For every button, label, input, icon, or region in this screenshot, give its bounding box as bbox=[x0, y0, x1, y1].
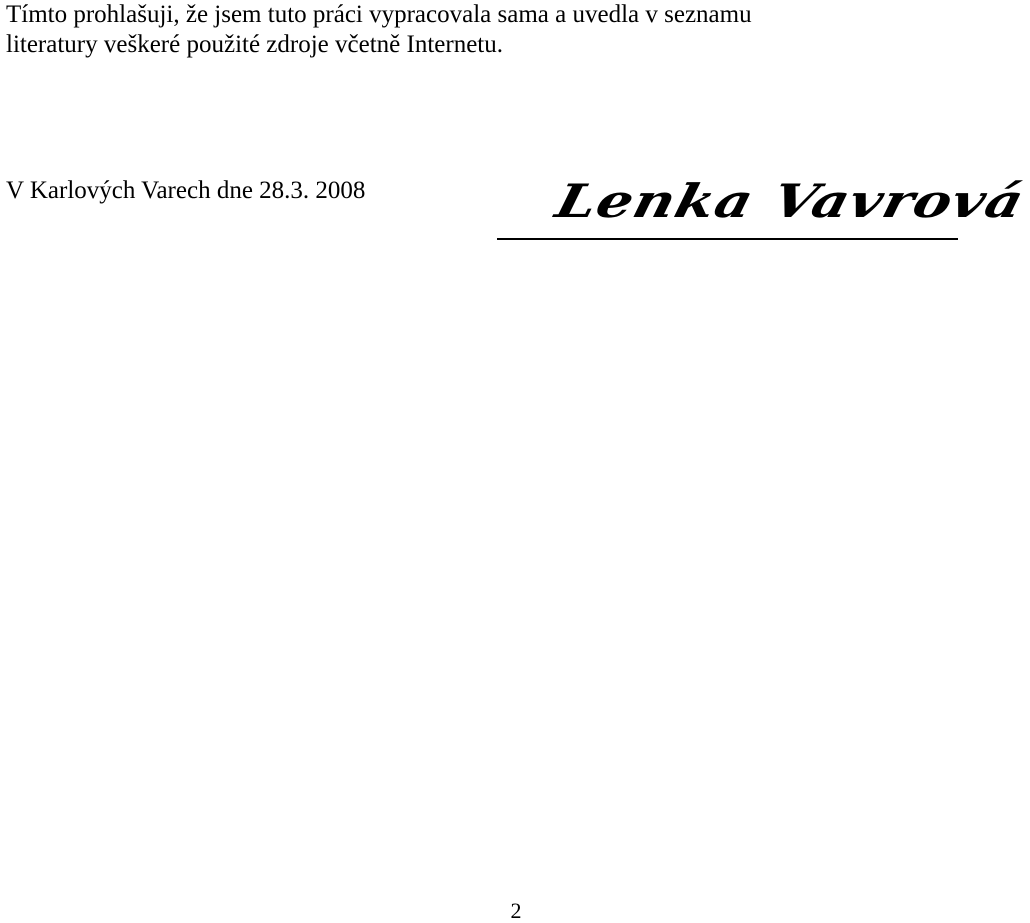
signature-line bbox=[497, 238, 958, 240]
declaration-line-2: literatury veškeré použité zdroje včetně Internetu. bbox=[6, 31, 503, 58]
declaration-text bbox=[6, 0, 956, 60]
handwritten-signature: Lenka Vavrová bbox=[550, 174, 1030, 229]
declaration-line-1: Tímto prohlašuji, že jsem tuto práci vypracovala sama a uvedla v seznamu bbox=[6, 1, 752, 28]
page-number: 2 bbox=[510, 898, 522, 923]
place-and-date: V Karlových Varech dne 28.3. 2008 bbox=[6, 177, 366, 204]
